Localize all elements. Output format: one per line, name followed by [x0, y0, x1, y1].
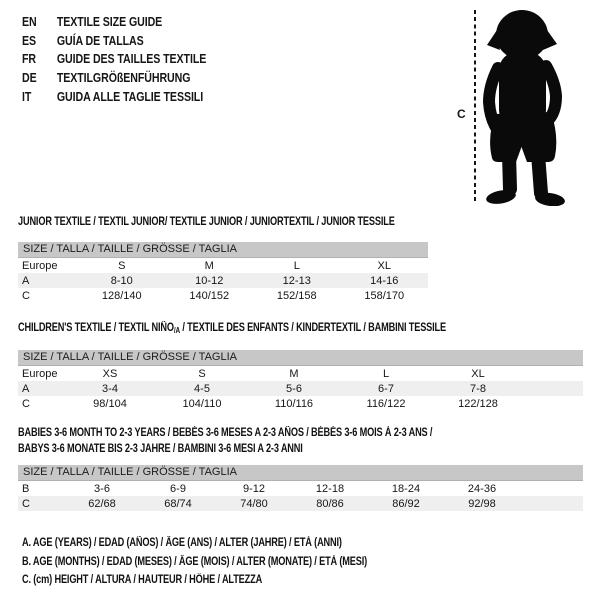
- children-section-title: [18, 321, 470, 338]
- cell: 62/68: [88, 497, 116, 510]
- cell: XL: [377, 259, 391, 272]
- cell: 12-18: [315, 482, 345, 495]
- cell: L: [382, 367, 390, 380]
- lang-row-de: [22, 69, 206, 88]
- table-row: [18, 381, 583, 396]
- spacer-cell: [520, 496, 583, 511]
- measurement-legend: [22, 534, 453, 590]
- table-row: [18, 273, 428, 288]
- lang-code-it: IT: [22, 89, 32, 104]
- babies-title-line1: BABIES 3-6 MONTH TO 2-3 YEARS / BEBÉS 3-6 MESES A 2-3 AÑOS / BÉBÉS 3-6 MOIS À 2-3 ANS /: [18, 427, 433, 439]
- row-label: Europe: [22, 367, 58, 380]
- legend-line-b: B. AGE (MONTHS) / EDAD (MESES) / ÂGE (MOIS) / ALTER (MONATE) / ETÀ (MESI): [22, 555, 368, 568]
- cell: 3-4: [102, 382, 118, 395]
- cell: 18-24: [391, 482, 421, 495]
- table-header-row: [18, 242, 428, 258]
- children-title-sub: /A: [173, 326, 180, 335]
- cell: 92/98: [468, 497, 496, 510]
- size-header-bar: SIZE / TALLA / TAILLE / GRÖSSE / TAGLIA: [18, 350, 583, 366]
- babies-title-line2: BABYS 3-6 MONATE BIS 2-3 JAHRE / BAMBINI 3-6 MESI A 2-3 ANNI: [18, 443, 303, 455]
- table-row: [18, 258, 428, 274]
- section-babies: [18, 425, 583, 511]
- spacer-cell: [524, 396, 583, 411]
- section-junior: [18, 215, 428, 303]
- table-header-row: [18, 350, 583, 366]
- cell: 104/110: [182, 397, 222, 410]
- height-measure-dashed-line: [474, 10, 476, 204]
- babies-section-title: [18, 425, 470, 457]
- lang-code-fr: FR: [22, 52, 36, 67]
- legend-line-a: A. AGE (YEARS) / EDAD (AÑOS) / ÂGE (ANS) / ALTER (JAHRE) / ETÀ (ANNI): [22, 537, 342, 549]
- spacer-cell: [524, 366, 583, 382]
- cell: XL: [471, 367, 485, 380]
- cell: S: [198, 367, 206, 380]
- babies-size-table: [18, 465, 583, 511]
- lang-code-de: DE: [22, 71, 37, 86]
- table-row: [18, 288, 428, 303]
- lang-title-en: TEXTILE SIZE GUIDE: [56, 15, 163, 29]
- cell: 3-6: [94, 482, 110, 495]
- junior-size-table: [18, 242, 428, 303]
- legend-line-c: C. (cm) HEIGHT / ALTURA / HAUTEUR / HÖHE / ALTEZZA: [22, 574, 263, 586]
- size-header-bar: SIZE / TALLA / TAILLE / GRÖSSE / TAGLIA: [18, 242, 428, 258]
- cell: 4-5: [194, 382, 210, 395]
- row-label: C: [22, 497, 30, 510]
- table-row: [18, 366, 583, 382]
- spacer-cell: [524, 381, 583, 396]
- cell: 6-9: [170, 482, 186, 495]
- children-title-pre: CHILDREN'S TEXTILE / TEXTIL NIÑO: [18, 322, 174, 334]
- baby-silhouette: [482, 8, 574, 206]
- size-header-bar: SIZE / TALLA / TAILLE / GRÖSSE / TAGLIA: [18, 465, 583, 481]
- lang-title-de: TEXTILGRÖßENFÜHRUNG: [56, 71, 191, 86]
- table-row: [18, 396, 583, 411]
- cell: L: [293, 259, 300, 272]
- lang-row-en: [22, 13, 206, 32]
- cell: M: [289, 367, 299, 380]
- cell: 68/74: [164, 497, 192, 510]
- cell: 110/116: [274, 397, 314, 410]
- table-header-row: [18, 465, 583, 481]
- cell: 152/158: [276, 289, 317, 302]
- language-title-list: [22, 13, 239, 107]
- section-children: [18, 321, 583, 411]
- cell: 7-8: [470, 382, 486, 395]
- row-label: A: [22, 382, 30, 395]
- cell: 158/170: [364, 289, 405, 302]
- spacer-cell: [520, 481, 583, 497]
- cell: 74/80: [240, 497, 268, 510]
- children-size-table: [18, 350, 583, 411]
- cell: 80/86: [316, 497, 344, 510]
- cell: 12-13: [282, 274, 311, 287]
- cell: 9-12: [242, 482, 266, 495]
- cell: M: [204, 259, 214, 272]
- row-label: C: [22, 289, 30, 302]
- table-row: [18, 481, 583, 497]
- height-label-c: C: [457, 107, 466, 121]
- row-label: B: [22, 482, 30, 495]
- cell: 24-36: [467, 482, 497, 495]
- cell: XS: [102, 367, 118, 380]
- cell: 5-6: [286, 382, 302, 395]
- cell: 140/152: [189, 289, 230, 302]
- cell: 122/128: [458, 397, 498, 410]
- cell: 86/92: [392, 497, 420, 510]
- lang-code-en: EN: [22, 15, 37, 29]
- lang-row-es: [22, 32, 206, 51]
- lang-row-fr: [22, 50, 206, 69]
- junior-section-title: JUNIOR TEXTILE / TEXTIL JUNIOR/ TEXTILE JUNIOR / JUNIORTEXTIL / JUNIOR TESSILE: [18, 216, 395, 228]
- row-label: Europe: [22, 259, 58, 272]
- cell: 10-12: [195, 274, 224, 287]
- cell: 116/122: [366, 397, 406, 410]
- lang-title-es: GUÍA DE TALLAS: [56, 33, 144, 48]
- cell: 14-16: [370, 274, 399, 287]
- cell: S: [118, 259, 126, 272]
- cell: 6-7: [378, 382, 394, 395]
- cell: 8-10: [110, 274, 133, 287]
- lang-code-es: ES: [22, 33, 37, 48]
- table-row: [18, 496, 583, 511]
- lang-row-it: [22, 88, 206, 107]
- row-label: C: [22, 397, 30, 410]
- lang-title-it: GUIDA ALLE TAGLIE TESSILI: [56, 89, 204, 104]
- cell: 98/104: [93, 397, 127, 410]
- cell: 128/140: [101, 289, 142, 302]
- lang-title-fr: GUIDE DES TAILLES TEXTILE: [56, 52, 207, 67]
- row-label: A: [22, 274, 30, 287]
- children-title-post: / TEXTILE DES ENFANTS / KINDERTEXTIL / BAMBINI TESSILE: [179, 322, 446, 334]
